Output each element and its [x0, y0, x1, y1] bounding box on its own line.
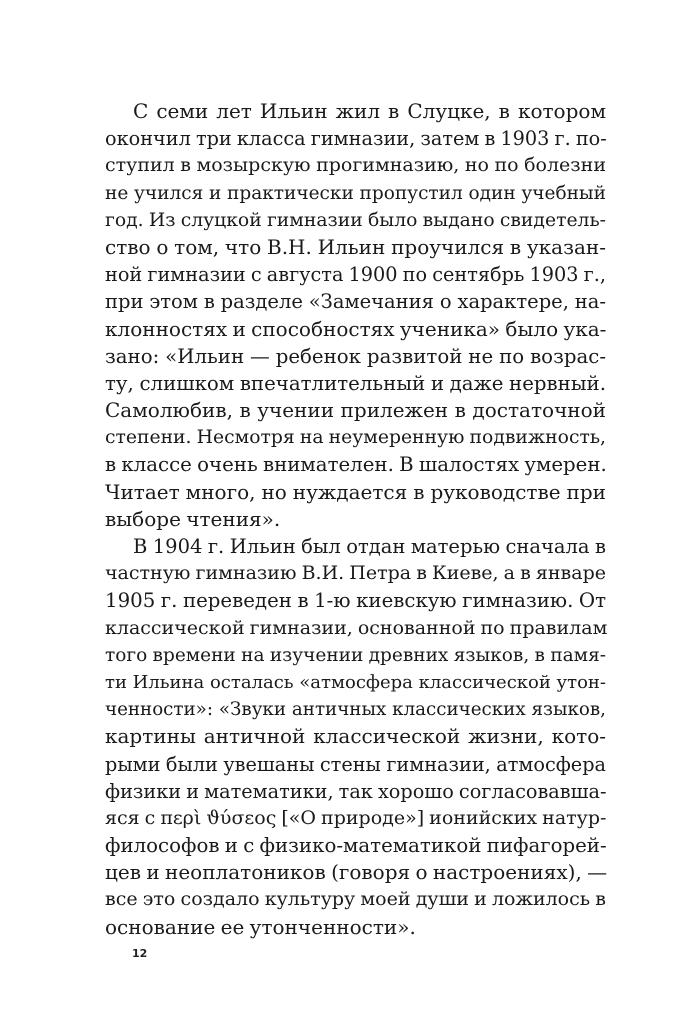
text-line: в классе очень внимателен. В шалостях умерен. [105, 453, 607, 477]
text-line: В 1904 г. Ильин был отдан матерью сначала в [133, 535, 606, 558]
text-line: ти Ильина осталась «атмосфера классической утон- [105, 671, 606, 693]
text-line: частную гимназию В.И. Петра в Киеве, а в январе [105, 562, 606, 585]
text-line: 1905 г. переведен в 1-ю киевскую гимназию. От [105, 589, 606, 613]
text-line: основание ее утонченности». [105, 914, 416, 939]
text-line: степени. Несмотря на неумеренную подвижность, [105, 427, 606, 449]
text-line: того времени на изучении древних языков, в памя- [105, 644, 606, 666]
text-line: выборе чтения». [105, 506, 281, 531]
text-line: ступил в мозырскую прогимназию, но по болезни [105, 154, 606, 177]
text-line: ченности»: «Звуки античных классических языков, [105, 699, 606, 721]
text-line: Читает много, но нуждается в руководстве при [105, 479, 606, 504]
text-line: философов и с физико-математикой пифагорей- [105, 834, 607, 858]
text-line: физики и математики, так хорошо согласовавша- [105, 779, 607, 803]
text-line: ство о том, что В.Н. Ильин проучился в указан- [105, 234, 606, 259]
text-line: рыми были увешаны стены гимназии, атмосфера [105, 752, 606, 776]
text-line: все это создало культуру моей души и ложилось в [105, 888, 606, 911]
body-text [105, 98, 606, 941]
text-line: окончил три класса гимназии, затем в 1903 г. по- [105, 127, 607, 151]
text-line: яся с περὶ ϑύσεος [«О природе»] ионийских натур- [105, 806, 607, 829]
text-line: при этом в разделе «Замечания о характере, на- [105, 290, 606, 314]
text-line: год. Из слуцкой гимназии было выдано свидетель- [105, 209, 606, 231]
text-line: картины античной классической жизни, кото- [105, 724, 606, 749]
text-line: классической гимназии, основанной по правилам [105, 616, 608, 639]
text-line: ной гимназии с августа 1900 по сентябрь 1903 г., [105, 263, 606, 287]
page-number: 12 [132, 947, 148, 960]
text-line: клонностях и способностях ученика» было ука- [105, 316, 607, 341]
text-line: ту, слишком впечатлительный и даже нервный. [105, 371, 606, 395]
text-line: цев и неоплатоников (говоря о настроениях), — [105, 860, 608, 885]
text-line: зано: «Ильин — ребенок развитой не по возрас- [105, 344, 606, 368]
text-line: не учился и практически пропустил один учебный [105, 182, 606, 204]
text-line: С семи лет Ильин жил в Слуцке, в котором [133, 99, 606, 123]
text-line: Самолюбив, в учении прилежен в достаточной [105, 398, 606, 423]
